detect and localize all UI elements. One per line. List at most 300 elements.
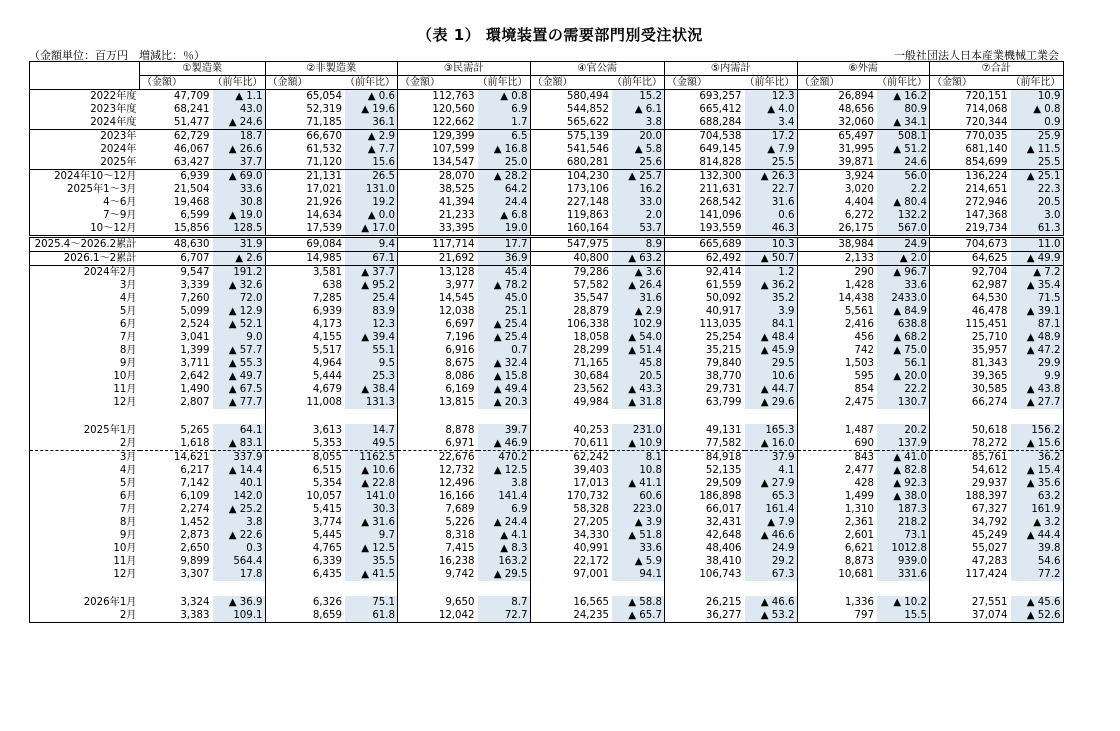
- ratio-cell: 39.7: [478, 424, 531, 437]
- ratio-cell: 72.7: [478, 609, 531, 623]
- amount-cell: 21,504: [173, 183, 210, 195]
- ratio-cell: ▲ 0.6: [345, 90, 398, 104]
- ratio-cell: 31.6: [745, 196, 798, 209]
- ratio-cell: ▲ 49.4: [478, 383, 531, 396]
- amount-cell: 1,310: [844, 503, 874, 515]
- organization-name: 一般社団法人日本産業機械工業会: [894, 49, 1059, 62]
- ratio-cell: 24.6: [877, 156, 930, 170]
- amount-cell: 193,559: [699, 222, 742, 234]
- amount-cell: 54,612: [971, 464, 1008, 476]
- ratio-cell: 55.1: [345, 344, 398, 357]
- amount-cell: 797: [797, 609, 877, 623]
- ratio-cell: 141.4: [478, 490, 531, 503]
- ratio-cell: 24.4: [478, 196, 531, 209]
- ratio-cell: ▲ 6.1: [612, 103, 665, 116]
- ratio-cell: 137.9: [877, 437, 930, 451]
- ratio-cell: 128.5: [213, 222, 266, 237]
- ratio-cell: 19.0: [478, 222, 531, 237]
- amount-cell: 6,435: [312, 568, 342, 580]
- ratio-cell: 60.6: [612, 490, 665, 503]
- amount-cell: 50,092: [705, 292, 742, 304]
- ratio-cell: 2433.0: [877, 292, 930, 305]
- ratio-cell: 3.4: [745, 116, 798, 130]
- amount-cell: 92,414: [665, 266, 745, 280]
- ratio-cell: ▲ 26.4: [612, 279, 665, 292]
- amount-cell: 106,743: [699, 568, 742, 580]
- amount-cell: 52,319: [306, 103, 342, 115]
- amount-cell: 565,622: [566, 116, 609, 128]
- ratio-cell: 24.9: [877, 237, 930, 252]
- table-row: [30, 477, 1064, 490]
- amount-cell: 38,525: [438, 183, 475, 195]
- amount-cell: 3,613: [312, 424, 342, 436]
- amount-cell: 26,894: [797, 90, 877, 104]
- ratio-cell: 56.0: [877, 170, 930, 184]
- ratio-cell: 20.0: [612, 130, 665, 144]
- amount-cell: 2,601: [844, 529, 874, 541]
- amount-cell: 160,164: [566, 222, 609, 234]
- ratio-cell: ▲ 26.3: [745, 170, 798, 184]
- ratio-cell: 31.6: [612, 292, 665, 305]
- ratio-cell: ▲ 7.9: [745, 516, 798, 529]
- table-row: [30, 222, 1064, 237]
- ratio-cell: ▲ 25.1: [1011, 170, 1064, 184]
- amount-cell: 10,057: [306, 490, 342, 502]
- ratio-cell: ▲ 27.9: [745, 477, 798, 490]
- ratio-cell: 1012.8: [877, 542, 930, 555]
- amount-cell: 6,971: [445, 437, 475, 449]
- amount-cell: 11,008: [306, 396, 342, 408]
- ratio-cell: ▲ 4.1: [478, 529, 531, 542]
- ratio-cell: ▲ 5.8: [612, 143, 665, 156]
- amount-cell: 1,503: [844, 357, 874, 369]
- amount-cell: 57,582: [573, 279, 609, 291]
- amount-cell: 14,438: [838, 292, 874, 304]
- ratio-cell: 29.2: [745, 555, 798, 568]
- row-label: 10月: [30, 542, 140, 555]
- ratio-cell: 12.3: [345, 318, 398, 331]
- table-row: [30, 209, 1064, 222]
- ratio-cell: ▲ 49.7: [213, 370, 266, 383]
- table-row: [30, 370, 1064, 383]
- subheader-amount: （金額）: [140, 76, 213, 90]
- amount-cell: 704,538: [665, 130, 745, 144]
- amount-cell: 9,899: [180, 555, 210, 567]
- ratio-cell: ▲ 25.7: [612, 170, 665, 184]
- table-row: [30, 383, 1064, 396]
- amount-cell: 742: [854, 344, 874, 356]
- ratio-cell: ▲ 48.4: [745, 331, 798, 344]
- ratio-cell: ▲ 2.0: [877, 252, 930, 266]
- ratio-cell: ▲ 41.5: [345, 568, 398, 581]
- amount-cell: 6,599: [180, 209, 210, 221]
- amount-cell: 690: [854, 437, 874, 449]
- table-row: [30, 130, 1064, 144]
- amount-cell: 2,477: [844, 464, 874, 476]
- amount-cell: 77,582: [705, 437, 742, 449]
- amount-cell: 8,878: [445, 424, 475, 436]
- column-header: ②非製造業: [265, 62, 398, 76]
- ratio-cell: ▲ 55.3: [213, 357, 266, 370]
- ratio-cell: 54.6: [1011, 555, 1064, 568]
- unit-note: （金額単位：百万円 増減比：％）: [29, 49, 205, 62]
- amount-cell: 186,898: [699, 490, 742, 502]
- subheader-ratio: （前年比）: [213, 76, 266, 90]
- ratio-cell: 31.9: [213, 237, 266, 252]
- ratio-cell: 33.6: [612, 542, 665, 555]
- ratio-cell: ▲ 51.2: [877, 143, 930, 156]
- ratio-cell: ▲ 39.1: [1011, 305, 1064, 318]
- ratio-cell: 67.1: [345, 252, 398, 266]
- ratio-cell: 37.7: [213, 156, 266, 170]
- ratio-cell: 331.6: [877, 568, 930, 581]
- ratio-cell: ▲ 16.0: [745, 437, 798, 451]
- header-blank: [30, 76, 140, 90]
- ratio-cell: ▲ 29.5: [478, 568, 531, 581]
- amount-cell: 65,054: [265, 90, 345, 104]
- ratio-cell: 61.8: [345, 609, 398, 623]
- table-row: [30, 437, 1064, 451]
- amount-cell: 23,562: [573, 383, 609, 395]
- table-row: [30, 490, 1064, 503]
- amount-cell: 67,327: [971, 503, 1008, 515]
- amount-cell: 9,650: [445, 596, 475, 608]
- amount-cell: 4,155: [312, 331, 342, 343]
- ratio-cell: 16.2: [612, 183, 665, 196]
- table-row: [30, 555, 1064, 568]
- amount-cell: 28,299: [573, 344, 609, 356]
- amount-cell: 29,509: [705, 477, 742, 489]
- amount-cell: 147,368: [965, 209, 1008, 221]
- amount-cell: 29,937: [971, 477, 1008, 489]
- row-label: 8月: [30, 344, 140, 357]
- column-header: ④官公需: [530, 62, 665, 76]
- ratio-cell: ▲ 96.7: [877, 266, 930, 280]
- row-label: 10～12月: [30, 222, 140, 237]
- amount-cell: 580,494: [530, 90, 612, 104]
- ratio-cell: ▲ 7.2: [1011, 266, 1064, 280]
- subheader-amount: （金額）: [398, 76, 478, 90]
- amount-cell: 19,468: [173, 196, 210, 208]
- amount-cell: 35,215: [705, 344, 742, 356]
- amount-cell: 211,631: [699, 183, 742, 195]
- ratio-cell: ▲ 38.4: [345, 383, 398, 396]
- amount-cell: 6,707: [140, 252, 213, 266]
- table-row: [30, 279, 1064, 292]
- ratio-cell: ▲ 28.2: [478, 170, 531, 184]
- ratio-cell: ▲ 31.6: [345, 516, 398, 529]
- ratio-cell: ▲ 84.9: [877, 305, 930, 318]
- amount-cell: 4,173: [312, 318, 342, 330]
- ratio-cell: ▲ 45.9: [745, 344, 798, 357]
- ratio-cell: ▲ 1.1: [213, 90, 266, 104]
- ratio-cell: 35.2: [745, 292, 798, 305]
- amount-cell: 81,343: [971, 357, 1008, 369]
- amount-cell: 27,551: [971, 596, 1008, 608]
- amount-cell: 693,257: [665, 90, 745, 104]
- amount-cell: 9,547: [140, 266, 213, 280]
- amount-cell: 7,415: [445, 542, 475, 554]
- ratio-cell: ▲ 15.4: [1011, 464, 1064, 477]
- amount-cell: 7,285: [312, 292, 342, 304]
- spacer-cell: [612, 581, 665, 596]
- table-row: [30, 292, 1064, 305]
- ratio-cell: 17.7: [478, 237, 531, 252]
- ratio-cell: 564.4: [213, 555, 266, 568]
- ratio-cell: 508.1: [877, 130, 930, 144]
- amount-cell: 6,217: [180, 464, 210, 476]
- ratio-cell: ▲ 78.2: [478, 279, 531, 292]
- amount-cell: 4,964: [312, 357, 342, 369]
- amount-cell: 12,732: [438, 464, 475, 476]
- ratio-cell: 49.5: [345, 437, 398, 451]
- ratio-cell: 337.9: [213, 451, 266, 465]
- amount-cell: 61,559: [705, 279, 742, 291]
- amount-cell: 37,074: [930, 609, 1011, 623]
- ratio-cell: 33.6: [213, 183, 266, 196]
- amount-cell: 6,939: [312, 305, 342, 317]
- table-row: [30, 103, 1064, 116]
- amount-cell: 5,517: [312, 344, 342, 356]
- ratio-cell: 94.1: [612, 568, 665, 581]
- ratio-cell: ▲ 44.7: [745, 383, 798, 396]
- ratio-cell: 30.8: [213, 196, 266, 209]
- ratio-cell: 18.7: [213, 130, 266, 144]
- ratio-cell: 71.5: [1011, 292, 1064, 305]
- table-row: [30, 451, 1064, 465]
- ratio-cell: 65.3: [745, 490, 798, 503]
- amount-cell: 29,731: [705, 383, 742, 395]
- amount-cell: 7,689: [445, 503, 475, 515]
- ratio-cell: 40.1: [213, 477, 266, 490]
- amount-cell: 49,131: [705, 424, 742, 436]
- ratio-cell: 25.9: [1011, 130, 1064, 144]
- ratio-cell: 67.3: [745, 568, 798, 581]
- amount-cell: 2,361: [844, 516, 874, 528]
- amount-cell: 2,133: [797, 252, 877, 266]
- ratio-cell: 17.8: [213, 568, 266, 581]
- ratio-cell: ▲ 37.7: [345, 266, 398, 280]
- table-row: [30, 568, 1064, 581]
- amount-cell: 66,017: [705, 503, 742, 515]
- amount-cell: 843: [797, 451, 877, 465]
- ratio-cell: ▲ 0.8: [478, 90, 531, 104]
- table-row: [30, 90, 1064, 104]
- ratio-cell: 109.1: [213, 609, 266, 623]
- amount-cell: 22,676: [398, 451, 478, 465]
- spacer-cell: [1011, 409, 1064, 424]
- row-label: 4月: [30, 464, 140, 477]
- ratio-cell: 22.7: [745, 183, 798, 196]
- amount-cell: 2,274: [180, 503, 210, 515]
- ratio-cell: ▲ 2.6: [213, 252, 266, 266]
- amount-cell: 3,324: [180, 596, 210, 608]
- amount-cell: 62,242: [530, 451, 612, 465]
- ratio-cell: ▲ 8.3: [478, 542, 531, 555]
- amount-cell: 7,260: [180, 292, 210, 304]
- amount-cell: 52,135: [705, 464, 742, 476]
- table-row: [30, 331, 1064, 344]
- ratio-cell: 20.2: [877, 424, 930, 437]
- amount-cell: 50,618: [971, 424, 1008, 436]
- amount-cell: 3,020: [844, 183, 874, 195]
- amount-cell: 6,697: [445, 318, 475, 330]
- subheader-ratio: （前年比）: [612, 76, 665, 90]
- ratio-cell: 45.0: [478, 292, 531, 305]
- row-label: 2024年度: [30, 116, 140, 130]
- ratio-cell: ▲ 57.7: [213, 344, 266, 357]
- ratio-cell: ▲ 15.6: [1011, 437, 1064, 451]
- amount-cell: 3,774: [312, 516, 342, 528]
- amount-cell: 120,560: [432, 103, 475, 115]
- ratio-cell: 141.0: [345, 490, 398, 503]
- amount-cell: 8,055: [265, 451, 345, 465]
- amount-cell: 132,300: [665, 170, 745, 184]
- ratio-cell: 9.4: [345, 237, 398, 252]
- spacer-cell: [478, 409, 531, 424]
- amount-cell: 688,284: [699, 116, 742, 128]
- row-label: 12月: [30, 568, 140, 581]
- amount-cell: 2,873: [180, 529, 210, 541]
- ratio-cell: 22.3: [1011, 183, 1064, 196]
- amount-cell: 129,399: [398, 130, 478, 144]
- ratio-cell: 17.2: [745, 130, 798, 144]
- ratio-cell: ▲ 41.0: [877, 451, 930, 465]
- ratio-cell: ▲ 16.8: [478, 143, 531, 156]
- spacer-cell: [140, 409, 213, 424]
- amount-cell: 85,761: [930, 451, 1011, 465]
- ratio-cell: 142.0: [213, 490, 266, 503]
- ratio-cell: ▲ 19.0: [213, 209, 266, 222]
- subheader-amount: （金額）: [797, 76, 877, 90]
- amount-cell: 3,307: [180, 568, 210, 580]
- ratio-cell: 64.1: [213, 424, 266, 437]
- table-row: [30, 196, 1064, 209]
- table-row: [30, 542, 1064, 555]
- ratio-cell: 25.1: [478, 305, 531, 318]
- ratio-cell: ▲ 36.2: [745, 279, 798, 292]
- ratio-cell: ▲ 35.4: [1011, 279, 1064, 292]
- amount-cell: 680,281: [566, 156, 609, 168]
- amount-cell: 66,670: [265, 130, 345, 144]
- subheader-ratio: （前年比）: [1011, 76, 1064, 90]
- spacer-cell: [1011, 581, 1064, 596]
- ratio-cell: ▲ 45.6: [1011, 596, 1064, 609]
- amount-cell: 61,532: [306, 143, 342, 155]
- ratio-cell: 83.9: [345, 305, 398, 318]
- spacer-cell: [530, 581, 612, 596]
- ratio-cell: 10.9: [1011, 90, 1064, 104]
- amount-cell: 41,394: [438, 196, 475, 208]
- amount-cell: 104,230: [530, 170, 612, 184]
- amount-cell: 1,399: [180, 344, 210, 356]
- amount-cell: 5,226: [445, 516, 475, 528]
- ratio-cell: ▲ 10.9: [612, 437, 665, 451]
- amount-cell: 649,145: [699, 143, 742, 155]
- amount-cell: 3,041: [180, 331, 210, 343]
- amount-cell: 63,427: [173, 156, 210, 168]
- row-label: 2月: [30, 609, 140, 623]
- amount-cell: 24,235: [530, 609, 612, 623]
- ratio-cell: 53.7: [612, 222, 665, 237]
- ratio-cell: ▲ 25.4: [478, 318, 531, 331]
- ratio-cell: 56.1: [877, 357, 930, 370]
- amount-cell: 34,330: [573, 529, 609, 541]
- amount-cell: 21,926: [306, 196, 342, 208]
- ratio-cell: 130.7: [877, 396, 930, 409]
- amount-cell: 55,027: [971, 542, 1008, 554]
- ratio-cell: ▲ 47.2: [1011, 344, 1064, 357]
- table-row: [30, 529, 1064, 542]
- ratio-cell: ▲ 3.2: [1011, 516, 1064, 529]
- spacer-cell: [797, 409, 877, 424]
- amount-cell: 5,415: [312, 503, 342, 515]
- ratio-cell: 10.6: [745, 370, 798, 383]
- amount-cell: 62,987: [971, 279, 1008, 291]
- amount-cell: 15,856: [173, 222, 210, 234]
- ratio-cell: ▲ 15.8: [478, 370, 531, 383]
- table-row: [30, 266, 1064, 280]
- ratio-cell: 8.1: [612, 451, 665, 465]
- spacer-cell: [213, 581, 266, 596]
- ratio-cell: 1162.5: [345, 451, 398, 465]
- ratio-cell: ▲ 44.4: [1011, 529, 1064, 542]
- amount-cell: 428: [854, 477, 874, 489]
- ratio-cell: 75.1: [345, 596, 398, 609]
- amount-cell: 97,001: [573, 568, 609, 580]
- amount-cell: 64,530: [971, 292, 1008, 304]
- amount-cell: 31,995: [838, 143, 874, 155]
- ratio-cell: 4.1: [745, 464, 798, 477]
- spacer-cell: [930, 581, 1011, 596]
- row-label: 2025年: [30, 156, 140, 170]
- ratio-cell: ▲ 63.2: [612, 252, 665, 266]
- row-label: 2025年1月: [30, 424, 140, 437]
- amount-cell: 21,131: [265, 170, 345, 184]
- amount-cell: 46,067: [173, 143, 210, 155]
- amount-cell: 30,684: [573, 370, 609, 382]
- amount-cell: 170,732: [566, 490, 609, 502]
- ratio-cell: 25.5: [745, 156, 798, 170]
- amount-cell: 2,642: [180, 370, 210, 382]
- ratio-cell: ▲ 10.2: [877, 596, 930, 609]
- ratio-cell: ▲ 51.8: [612, 529, 665, 542]
- ratio-cell: 63.2: [1011, 490, 1064, 503]
- ratio-cell: ▲ 53.2: [745, 609, 798, 623]
- amount-cell: 40,800: [530, 252, 612, 266]
- ratio-cell: 10.3: [745, 237, 798, 252]
- amount-cell: 136,224: [930, 170, 1011, 184]
- ratio-cell: 84.1: [745, 318, 798, 331]
- amount-cell: 117,714: [398, 237, 478, 252]
- ratio-cell: 8.9: [612, 237, 665, 252]
- spacer-cell: [930, 409, 1011, 424]
- amount-cell: 6,621: [844, 542, 874, 554]
- ratio-cell: ▲ 34.1: [877, 116, 930, 130]
- amount-cell: 25,254: [705, 331, 742, 343]
- ratio-cell: 0.6: [745, 209, 798, 222]
- ratio-cell: 72.0: [213, 292, 266, 305]
- ratio-cell: ▲ 11.5: [1011, 143, 1064, 156]
- ratio-cell: ▲ 0.8: [1011, 103, 1064, 116]
- spacer-cell: [877, 409, 930, 424]
- ratio-cell: ▲ 2.9: [612, 305, 665, 318]
- amount-cell: 134,547: [432, 156, 475, 168]
- amount-cell: 16,166: [438, 490, 475, 502]
- spacer-cell: [265, 581, 345, 596]
- spacer-cell: [398, 581, 478, 596]
- ratio-cell: 6.5: [478, 130, 531, 144]
